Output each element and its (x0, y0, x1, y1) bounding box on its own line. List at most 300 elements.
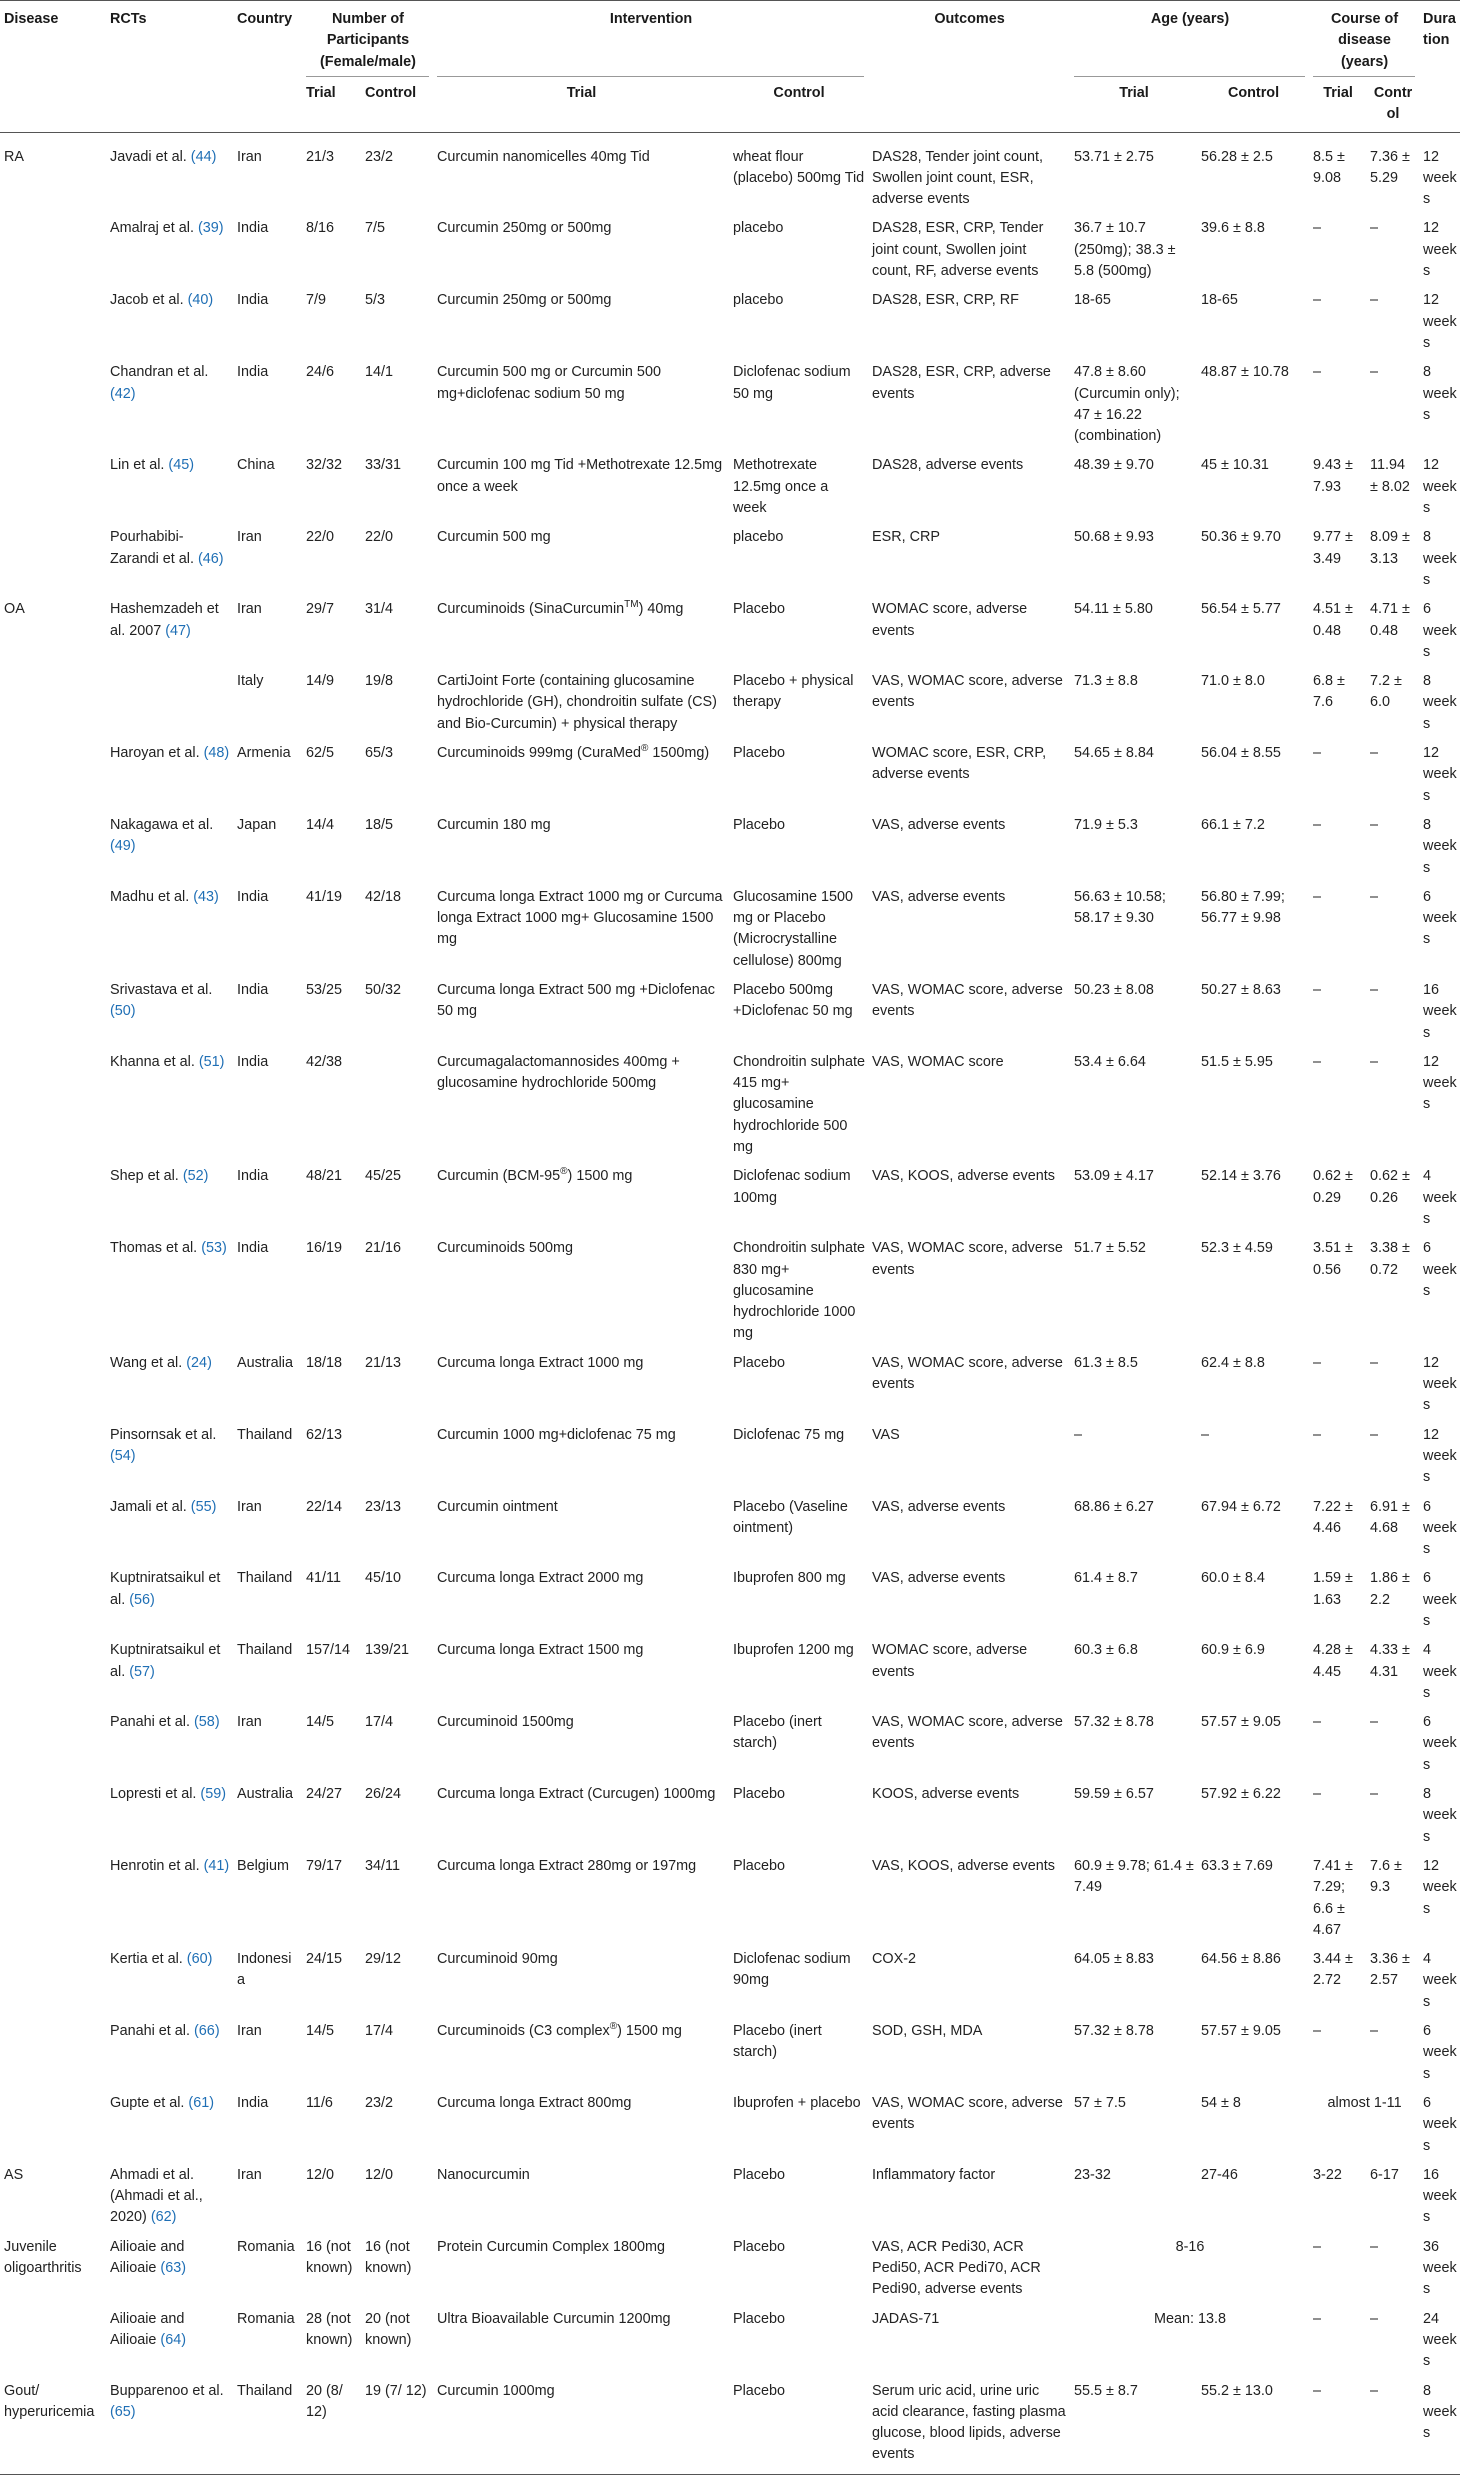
cell-intervention-control: Chondroitin sulphate 415 mg+ glucosamine hydrochloride 500 mg (733, 1053, 866, 1156)
cell-participants-trial: 41/11 (306, 1570, 341, 1587)
cell-disease (0, 879, 106, 972)
cell-disease (0, 1044, 106, 1158)
cell-intervention-control: Placebo (733, 2382, 786, 2399)
cell-country: Thailand (237, 1570, 293, 1587)
cell-rct (106, 1230, 233, 1344)
cell-country: India (237, 1240, 269, 1257)
reference-link[interactable]: (62) (150, 2209, 177, 2226)
cell-participants-control: 26/24 (365, 1786, 402, 1803)
cell-course-trial: – (1313, 2238, 1322, 2255)
cell-intervention-trial (433, 1417, 729, 1489)
reference-link[interactable]: (43) (193, 888, 219, 905)
cell-course-control: – (1370, 1786, 1379, 1803)
cell-age-control: – (1201, 1426, 1210, 1443)
cell-intervention-trial (433, 210, 729, 282)
rct-author: Chandran et al. (110, 364, 209, 381)
table-row (0, 1560, 1460, 1632)
cell-participants-control: 21/16 (365, 1240, 402, 1257)
cell-age-trial: 48.39 ± 9.70 (1074, 457, 1154, 474)
cell-age-control: 57.57 ± 9.05 (1201, 2023, 1281, 2040)
table-row (0, 972, 1460, 1044)
rct-author: Lin et al. (110, 457, 169, 474)
rct-author: Thomas et al. (110, 1240, 202, 1257)
cell-participants-trial: 24/27 (306, 1786, 343, 1803)
table-row (0, 807, 1460, 879)
cell-age-trial: 54.65 ± 8.84 (1074, 745, 1154, 762)
cell-rct (106, 1776, 233, 1848)
cell-rct (106, 2373, 233, 2475)
cell-duration: 12 weeks (1423, 1857, 1457, 1917)
intervention-text: Curcuma longa Extract 1500 mg (437, 1642, 644, 1659)
cell-participants-control: 18/5 (365, 816, 394, 833)
reference-link[interactable]: (60) (186, 1951, 213, 1968)
cell-participants-trial: 48/21 (306, 1168, 343, 1185)
cell-outcomes: VAS, WOMAC score, adverse events (872, 673, 1063, 711)
cell-participants-control: 45/25 (365, 1168, 402, 1185)
cell-participants-control: 139/21 (365, 1642, 410, 1659)
rct-author: Kuptniratsaikul et al. (110, 1570, 221, 1608)
intervention-text: Nanocurcumin (437, 2166, 530, 2183)
cell-intervention-trial (433, 2157, 729, 2229)
cell-intervention-trial (433, 1704, 729, 1776)
cell-participants-control: 34/11 (365, 1857, 400, 1874)
cell-intervention-control: Placebo + physical therapy (733, 673, 854, 711)
cell-participants-control: 12/0 (365, 2166, 394, 2183)
rct-author: Amalraj et al. (110, 220, 198, 237)
cell-age-trial: 57.32 ± 8.78 (1074, 2023, 1154, 2040)
cell-country: Iran (237, 148, 262, 165)
rct-author: Ailioaie and Ailioaie (110, 2310, 185, 2348)
cell-age-control: 18-65 (1201, 292, 1238, 309)
cell-outcomes: KOOS, adverse events (872, 1786, 1020, 1803)
cell-participants-trial: 12/0 (306, 2166, 335, 2183)
cell-country: Iran (237, 529, 262, 546)
cell-outcomes: VAS, adverse events (872, 1498, 1006, 1515)
cell-intervention-trial (433, 282, 729, 354)
table-row (0, 1848, 1460, 1941)
cell-participants-control: 22/0 (365, 529, 394, 546)
intervention-text-suffix: ) 1500 mg (617, 2023, 682, 2040)
cell-course-trial: – (1313, 2023, 1322, 2040)
cell-age-control: 62.4 ± 8.8 (1201, 1354, 1265, 1371)
table-row (0, 1345, 1460, 1417)
cell-course-trial: – (1313, 745, 1322, 762)
cell-country: Belgium (237, 1857, 289, 1874)
reference-link[interactable]: (52) (182, 1168, 209, 1185)
cell-outcomes: VAS, WOMAC score, adverse events (872, 2094, 1063, 2133)
rct-author: Kuptniratsaikul et al. (110, 1642, 221, 1680)
cell-rct (106, 1560, 233, 1632)
cell-disease (0, 663, 106, 735)
table-row (0, 1158, 1460, 1230)
cell-outcomes: VAS, WOMAC score, adverse events (872, 1240, 1063, 1278)
cell-age-trial: 68.86 ± 6.27 (1074, 1498, 1154, 1515)
cell-country: India (237, 981, 269, 998)
cell-country: Romania (237, 2310, 295, 2327)
cell-age-trial: 18-65 (1074, 292, 1111, 309)
cell-age-control: 67.94 ± 6.72 (1201, 1498, 1281, 1515)
cell-intervention-trial (433, 663, 729, 735)
cell-participants-trial: 62/5 (306, 745, 335, 762)
cell-intervention-control: Placebo (733, 601, 786, 618)
cell-disease (0, 1417, 106, 1489)
intervention-text: Curcuma longa Extract 2000 mg (437, 1570, 644, 1587)
cell-course-control: 11.94 ± 8.02 (1370, 457, 1410, 495)
reference-link[interactable]: (55) (190, 1498, 217, 1515)
cell-age-trial: 53.4 ± 6.64 (1074, 1053, 1146, 1070)
cell-participants-control: 17/4 (365, 2023, 394, 2040)
cell-intervention-control: Placebo (733, 745, 786, 762)
reference-link[interactable]: (41) (203, 1857, 230, 1874)
cell-rct (106, 447, 233, 519)
reference-link[interactable]: (59) (200, 1786, 226, 1803)
cell-disease (0, 2085, 106, 2157)
cell-participants-control: 19 (7/ 12) (365, 2382, 427, 2399)
cell-rct (106, 354, 233, 447)
cell-rct (106, 210, 233, 282)
cell-age-trial: – (1074, 1426, 1083, 1443)
intervention-text: Curcuma longa Extract 500 mg +Diclofenac 50 mg (437, 981, 715, 1020)
cell-course-trial: 3.51 ± 0.56 (1313, 1240, 1353, 1278)
cell-rct (106, 1044, 233, 1158)
cell-intervention-trial (433, 1044, 729, 1158)
cell-intervention-control: Placebo (733, 816, 786, 833)
cell-intervention-trial (433, 1560, 729, 1632)
cell-participants-trial: 11/6 (306, 2094, 333, 2111)
cell-outcomes: Inflammatory factor (872, 2166, 996, 2183)
cell-country: China (237, 457, 275, 474)
cell-course-control: – (1370, 220, 1379, 237)
cell-country: India (237, 220, 269, 237)
cell-age-control: 57.57 ± 9.05 (1201, 1714, 1281, 1731)
cell-intervention-control: Ibuprofen 800 mg (733, 1570, 846, 1587)
reference-link[interactable]: (56) (129, 1591, 155, 1608)
cell-duration: 6 weeks (1423, 1714, 1457, 1773)
cell-intervention-trial (433, 879, 729, 972)
cell-intervention-trial (433, 1230, 729, 1344)
intervention-text: Curcumin 100 mg Tid +Methotrexate 12.5mg once a week (437, 457, 723, 495)
cell-course-control: – (1370, 1053, 1379, 1070)
cell-duration: 12 weeks (1423, 457, 1457, 517)
rct-author: Hashemzadeh et al. 2007 (110, 601, 219, 639)
table-row (0, 879, 1460, 972)
cell-participants-trial: 14/4 (306, 816, 335, 833)
reference-link[interactable]: (51) (198, 1053, 225, 1070)
cell-age-trial: 51.7 ± 5.52 (1074, 1240, 1146, 1257)
cell-age-trial: 61.3 ± 8.5 (1074, 1354, 1138, 1371)
cell-intervention-control: Placebo (Vaseline ointment) (733, 1498, 848, 1536)
cell-duration: 12 weeks (1423, 220, 1457, 280)
cell-country: Italy (237, 673, 264, 690)
intervention-text: Protein Curcumin Complex 1800mg (437, 2238, 665, 2255)
reference-link[interactable]: (44) (190, 148, 217, 165)
cell-intervention-control: Diclofenac sodium 90mg (733, 1951, 851, 1989)
cell-participants-trial: 14/9 (306, 673, 335, 690)
cell-disease (0, 519, 106, 591)
cell-age-control: 63.3 ± 7.69 (1201, 1857, 1273, 1874)
cell-intervention-control: Chondroitin sulphate 830 mg+ glucosamine hydrochloride 1000 mg (733, 1240, 866, 1342)
cell-disease (0, 972, 106, 1044)
cell-duration: 6 weeks (1423, 2023, 1457, 2082)
cell-intervention-trial (433, 1848, 729, 1941)
cell-course-merged: almost 1-11 (1327, 2094, 1402, 2111)
cell-intervention-trial (433, 2013, 729, 2085)
reference-link[interactable]: (63) (160, 2260, 186, 2277)
header-country: Country (237, 11, 293, 27)
cell-course-trial: 3-22 (1313, 2166, 1342, 2183)
cell-age-control: 27-46 (1201, 2166, 1238, 2183)
cell-disease (0, 2013, 106, 2085)
rct-author: Panahi et al. (110, 1714, 195, 1731)
reference-link[interactable]: (39) (197, 220, 224, 237)
cell-intervention-control: Methotrexate 12.5mg once a week (733, 457, 829, 517)
cell-intervention-trial (433, 354, 729, 447)
cell-rct (106, 1345, 233, 1417)
cell-age-trial: 60.3 ± 6.8 (1074, 1642, 1138, 1659)
cell-participants-trial: 79/17 (306, 1857, 343, 1874)
cell-course-control: 4.33 ± 4.31 (1370, 1642, 1410, 1680)
cell-outcomes: VAS, WOMAC score, adverse events (872, 1354, 1063, 1393)
cell-rct (106, 1489, 233, 1561)
reference-link[interactable]: (65) (110, 2403, 136, 2420)
cell-country: Iran (237, 2023, 262, 2040)
cell-participants-trial: 28 (not known) (306, 2310, 353, 2348)
cell-age-control: 66.1 ± 7.2 (1201, 816, 1265, 833)
cell-participants-control: 20 (not known) (365, 2310, 412, 2348)
cell-intervention-control: wheat flour (placebo) 500mg Tid (733, 148, 865, 186)
cell-duration: 4 weeks (1423, 1642, 1457, 1701)
cell-intervention-control: Ibuprofen 1200 mg (733, 1642, 854, 1659)
intervention-text: Curcumin 180 mg (437, 816, 551, 833)
rct-author: Kertia et al. (110, 1951, 187, 1968)
cell-disease (0, 735, 106, 807)
cell-duration: 8 weeks (1423, 529, 1457, 588)
header-intervention: Intervention (433, 1, 868, 78)
cell-duration: 24 weeks (1423, 2310, 1457, 2370)
reference-link[interactable]: (45) (168, 457, 194, 474)
cell-participants-trial: 8/16 (306, 220, 335, 237)
cell-course-trial: 8.5 ± 9.08 (1313, 148, 1345, 186)
cell-course-control: – (1370, 1714, 1379, 1731)
cell-participants-control: 42/18 (365, 888, 402, 905)
cell-disease (0, 807, 106, 879)
cell-age-merged: 8-16 (1175, 2238, 1205, 2255)
cell-age-control: 57.92 ± 6.22 (1201, 1786, 1281, 1803)
cell-course-trial: 6.8 ± 7.6 (1313, 673, 1345, 711)
cell-participants-control: 33/31 (365, 457, 402, 474)
reference-link[interactable]: (58) (194, 1714, 220, 1731)
rct-author: Henrotin et al. (110, 1857, 204, 1874)
cell-course-trial: – (1313, 1354, 1322, 1371)
cell-intervention-control: Placebo 500mg +Diclofenac 50 mg (733, 981, 853, 1020)
cell-disease: OA (4, 601, 25, 618)
cell-intervention-control: Placebo (inert starch) (733, 1714, 822, 1752)
table-row (0, 2229, 1460, 2301)
cell-rct (106, 1158, 233, 1230)
cell-course-trial: – (1313, 364, 1322, 381)
table-row (0, 2301, 1460, 2373)
cell-participants-trial: 18/18 (306, 1354, 343, 1371)
reference-link[interactable]: (49) (110, 838, 136, 855)
intervention-text: Curcumin ointment (437, 1498, 558, 1515)
cell-rct (106, 1417, 233, 1489)
cell-course-control: – (1370, 364, 1379, 381)
cell-outcomes: DAS28, adverse events (872, 457, 1024, 474)
reference-link[interactable]: (61) (188, 2094, 214, 2111)
cell-duration: 12 weeks (1423, 745, 1457, 804)
cell-duration: 8 weeks (1423, 1786, 1457, 1845)
subheader-course-control: Control (1373, 85, 1413, 123)
cell-disease (0, 1941, 106, 2013)
subheader-intervention-control: Control (773, 85, 825, 101)
table-row (0, 282, 1460, 354)
cell-rct (106, 1941, 233, 2013)
cell-participants-control: 17/4 (365, 1714, 394, 1731)
cell-participants-control: 29/12 (365, 1951, 402, 1968)
table-row (0, 1230, 1460, 1344)
cell-participants-trial: 62/13 (306, 1426, 343, 1443)
cell-intervention-trial (433, 2085, 729, 2157)
reference-link[interactable]: (40) (187, 292, 214, 309)
cell-participants-trial: 32/32 (306, 457, 343, 474)
cell-course-control: 3.36 ± 2.57 (1370, 1951, 1410, 1989)
cell-course-control: 4.71 ± 0.48 (1370, 601, 1410, 639)
cell-course-control: 6.91 ± 4.68 (1370, 1498, 1410, 1536)
cell-intervention-trial (433, 1632, 729, 1704)
intervention-text: Curcuminoid 90mg (437, 1951, 558, 1968)
cell-course-control: – (1370, 2238, 1379, 2255)
cell-duration: 8 weeks (1423, 364, 1457, 423)
cell-age-control: 64.56 ± 8.86 (1201, 1951, 1281, 1968)
cell-participants-control: 16 (not known) (365, 2238, 412, 2277)
cell-course-trial: – (1313, 888, 1322, 905)
cell-participants-trial: 24/15 (306, 1951, 343, 1968)
table-row (0, 1417, 1460, 1489)
cell-outcomes: JADAS-71 (872, 2310, 940, 2327)
reference-link[interactable]: (57) (129, 1663, 155, 1680)
cell-intervention-control: Placebo (733, 2166, 786, 2183)
rct-author: Ahmadi et al. (Ahmadi et al., 2020) (110, 2166, 203, 2226)
cell-age-control: 54 ± 8 (1201, 2094, 1241, 2111)
rct-author: Madhu et al. (110, 888, 194, 905)
cell-course-control: – (1370, 2310, 1379, 2327)
intervention-text: Curcumin 1000mg (437, 2382, 555, 2399)
subheader-intervention-trial: Trial (566, 85, 597, 101)
cell-intervention-trial (433, 1158, 729, 1230)
cell-rct (106, 591, 233, 663)
cell-intervention-trial (433, 1941, 729, 2013)
cell-country: Australia (237, 1354, 293, 1371)
cell-disease (0, 1489, 106, 1561)
cell-participants-trial: 22/0 (306, 529, 335, 546)
intervention-text: Curcumin 500 mg or Curcumin 500 mg+diclofenac sodium 50 mg (437, 364, 661, 402)
cell-course-trial: 0.62 ± 0.29 (1313, 1168, 1353, 1206)
trademark-mark: ® (640, 743, 649, 755)
cell-duration: 16 weeks (1423, 2166, 1457, 2226)
cell-participants-control: 23/13 (365, 1498, 402, 1515)
cell-course-trial: 4.28 ± 4.45 (1313, 1642, 1353, 1680)
cell-outcomes: ESR, CRP (872, 529, 940, 546)
rct-author: Javadi et al. (110, 148, 191, 165)
cell-course-control: – (1370, 816, 1379, 833)
cell-intervention-trial (433, 2301, 729, 2373)
cell-outcomes: DAS28, Tender joint count, Swollen joint count, ESR, adverse events (872, 148, 1043, 208)
cell-course-control: – (1370, 1426, 1379, 1443)
cell-rct (106, 735, 233, 807)
reference-link[interactable]: (47) (165, 622, 191, 639)
cell-course-trial: – (1313, 2310, 1322, 2327)
cell-disease (0, 1345, 106, 1417)
cell-age-control: 56.28 ± 2.5 (1201, 148, 1273, 165)
cell-intervention-control: Placebo (733, 1857, 786, 1874)
reference-link[interactable]: (24) (186, 1354, 212, 1371)
cell-duration: 8 weeks (1423, 2382, 1457, 2442)
rct-author: Nakagawa et al. (110, 816, 214, 833)
table-row (0, 1044, 1460, 1158)
cell-course-trial: – (1313, 981, 1322, 998)
rct-author: Gupte et al. (110, 2094, 189, 2111)
cell-course-control: – (1370, 981, 1379, 998)
reference-link[interactable]: (50) (110, 1003, 136, 1020)
cell-intervention-control: Placebo (733, 1786, 786, 1803)
reference-link[interactable]: (48) (203, 745, 230, 762)
reference-link[interactable]: (42) (110, 385, 136, 402)
reference-link[interactable]: (64) (160, 2331, 186, 2348)
intervention-text: Curcumin nanomicelles 40mg Tid (437, 148, 650, 165)
header-outcomes: Outcomes (934, 11, 1005, 27)
cell-participants-trial: 24/6 (306, 364, 335, 381)
intervention-text: Curcuma longa Extract 1000 mg (437, 1354, 644, 1371)
cell-duration: 12 weeks (1423, 292, 1457, 351)
cell-duration: 12 weeks (1423, 1053, 1457, 1113)
cell-country: Romania (237, 2238, 295, 2255)
reference-link[interactable]: (66) (194, 2023, 220, 2040)
cell-participants-control: 23/2 (365, 148, 394, 165)
table-row (0, 663, 1460, 735)
cell-duration: 12 weeks (1423, 1354, 1457, 1414)
cell-rct (106, 1848, 233, 1941)
cell-participants-control: 5/3 (365, 292, 386, 309)
cell-rct (106, 2301, 233, 2373)
cell-age-trial: 55.5 ± 8.7 (1074, 2382, 1138, 2399)
cell-course-trial: – (1313, 1786, 1322, 1803)
cell-participants-trial: 157/14 (306, 1642, 351, 1659)
reference-link[interactable]: (46) (198, 550, 224, 567)
intervention-text: Curcuminoid 1500mg (437, 1714, 574, 1731)
subheader-participants-trial: Trial (306, 85, 336, 101)
cell-rct (106, 1704, 233, 1776)
cell-duration: 6 weeks (1423, 888, 1457, 948)
cell-age-control: 60.9 ± 6.9 (1201, 1642, 1265, 1659)
rct-author: Khanna et al. (110, 1053, 199, 1070)
cell-duration: 12 weeks (1423, 1426, 1457, 1486)
cell-intervention-control: Placebo (733, 1354, 786, 1371)
reference-link[interactable]: (54) (110, 1447, 136, 1464)
cell-intervention-trial (433, 132, 729, 210)
cell-disease (0, 210, 106, 282)
cell-country: Thailand (237, 2382, 293, 2399)
cell-course-control: 7.6 ± 9.3 (1370, 1857, 1402, 1896)
cell-intervention-trial (433, 1776, 729, 1848)
cell-disease (0, 282, 106, 354)
cell-rct (106, 132, 233, 210)
intervention-text: CartiJoint Forte (containing glucosamine hydrochloride (GH), chondroitin sulfate (CS) and Bio-Curcumin) + physical therapy (437, 673, 717, 732)
cell-course-control: 1.86 ± 2.2 (1370, 1570, 1410, 1608)
reference-link[interactable]: (53) (201, 1240, 227, 1257)
cell-rct (106, 807, 233, 879)
cell-age-trial: 50.68 ± 9.93 (1074, 529, 1154, 546)
cell-age-control: 56.54 ± 5.77 (1201, 601, 1281, 618)
